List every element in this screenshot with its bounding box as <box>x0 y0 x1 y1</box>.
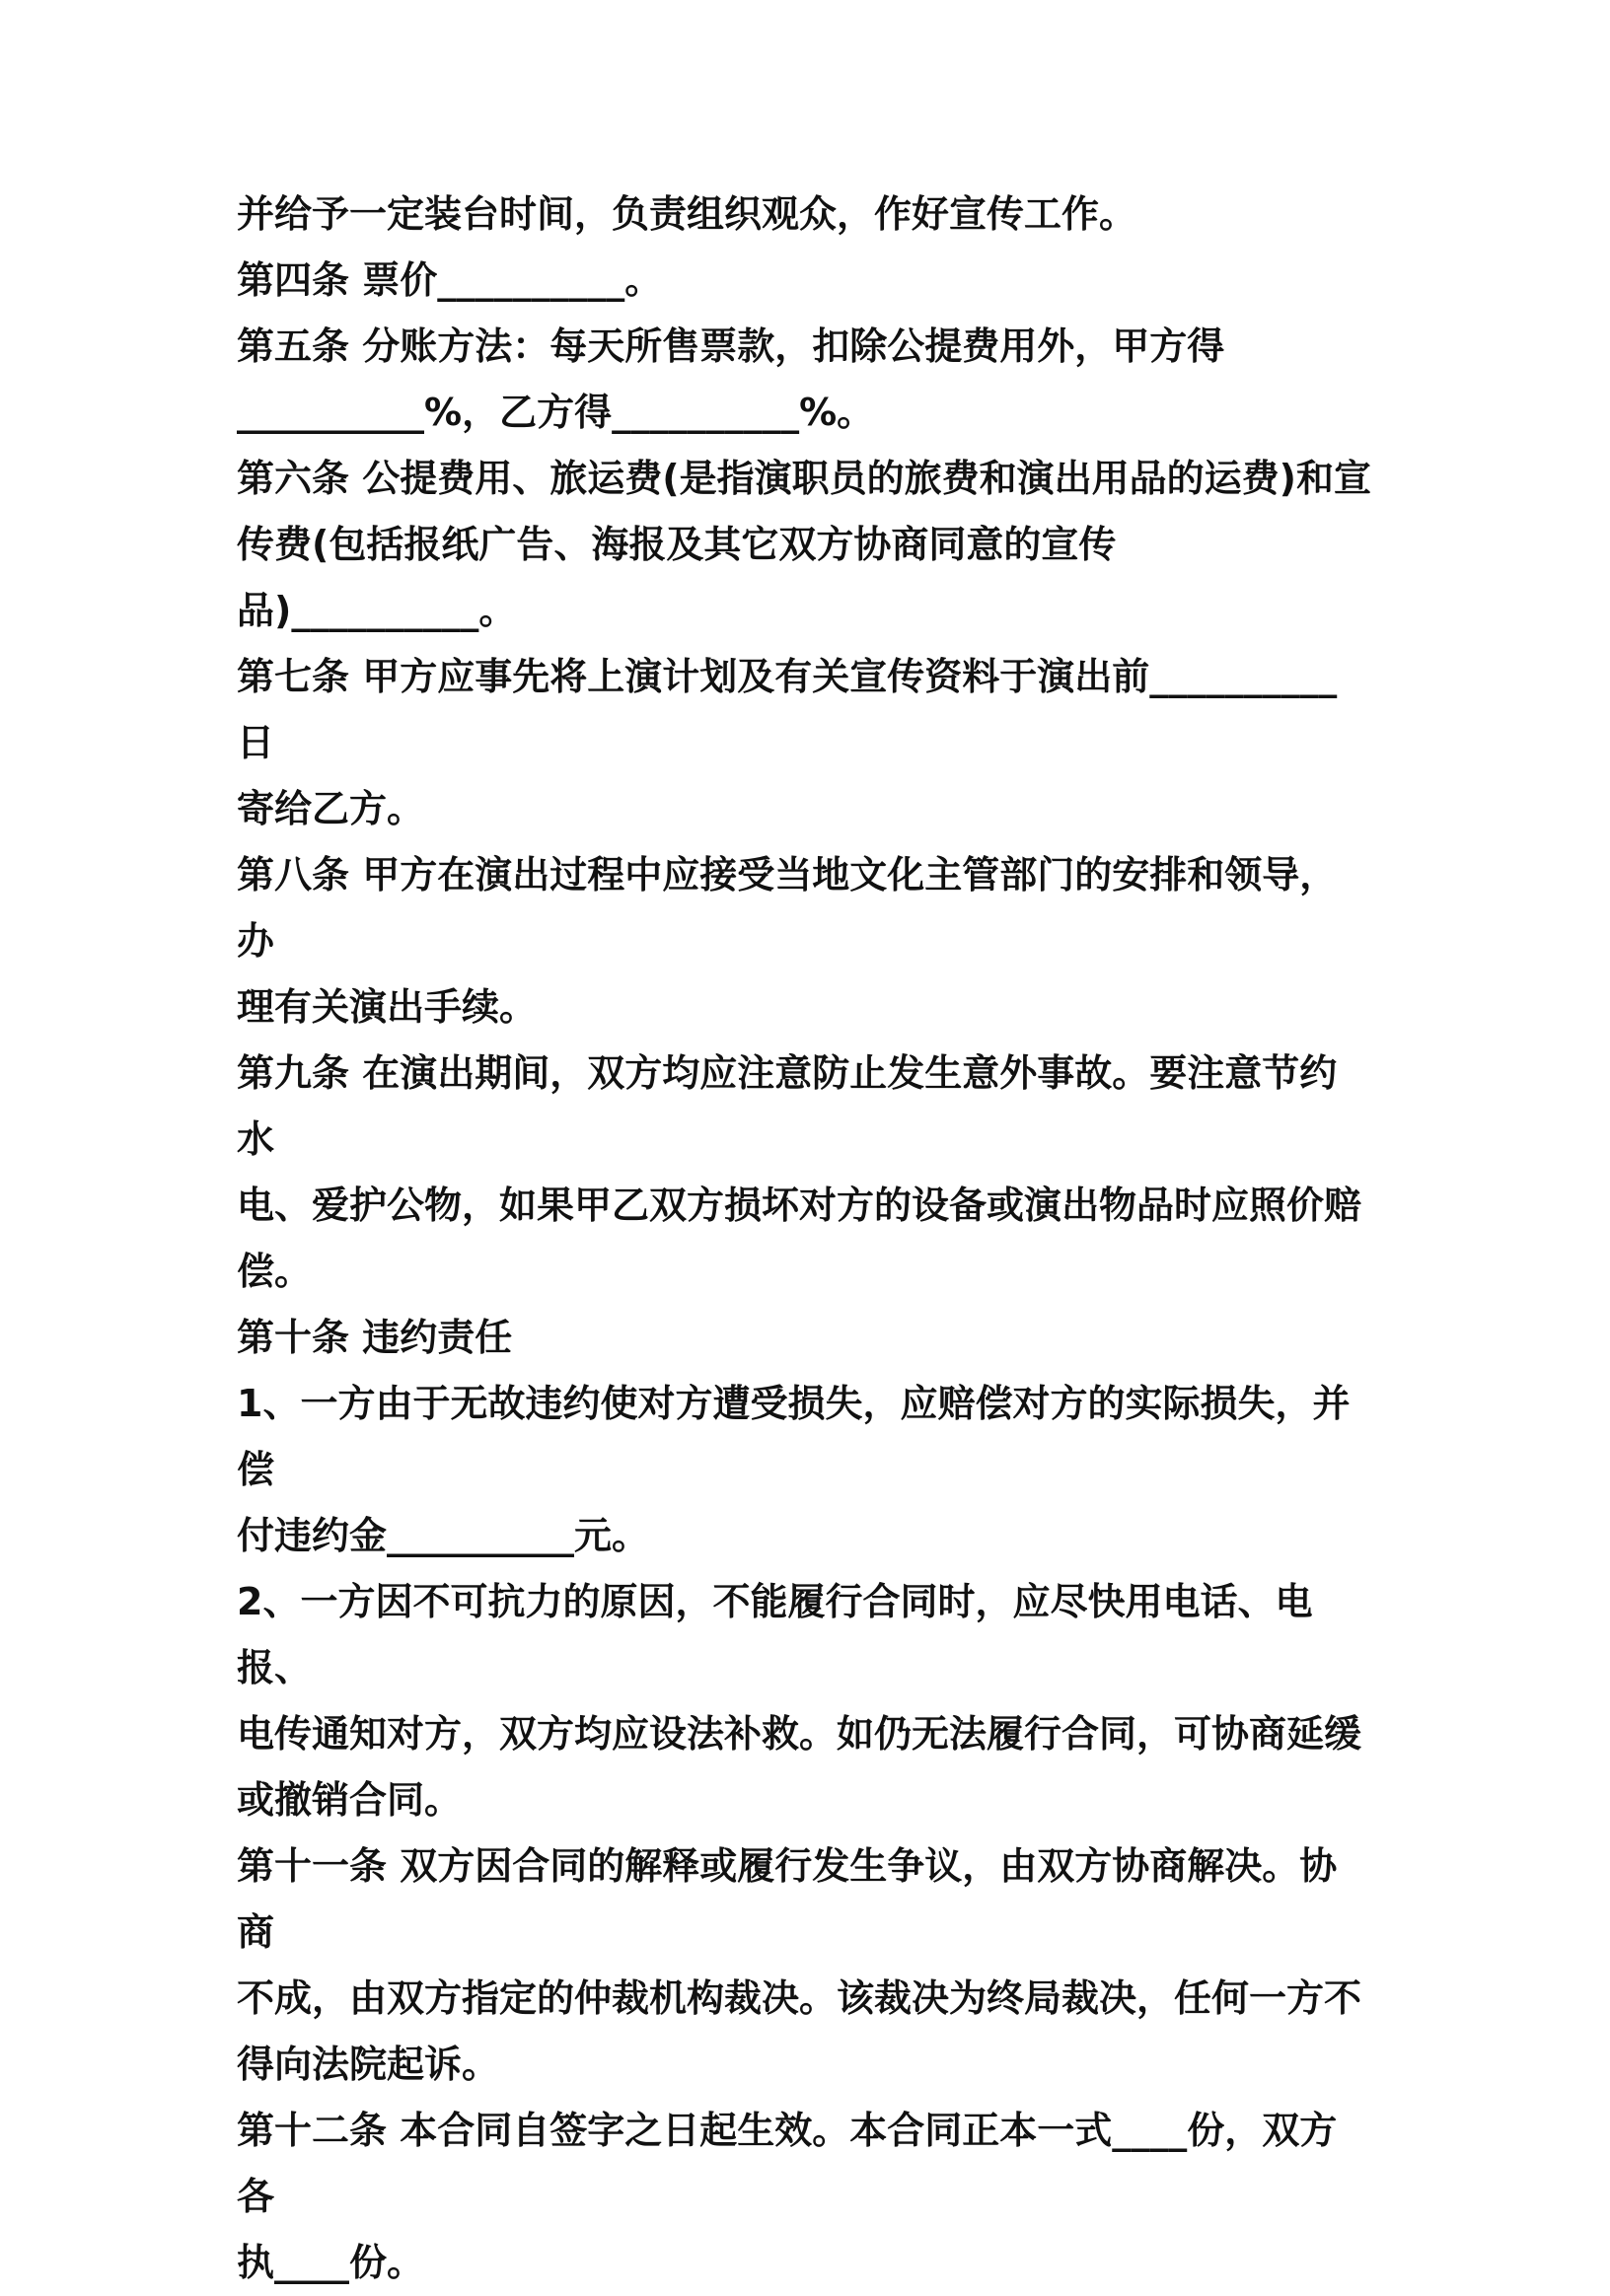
clause-8-supervision: 第八条 甲方在演出过程中应接受当地文化主管部门的安排和领导，办 理有关演出手续。 <box>237 853 1338 1029</box>
clause-7-schedule: 第七条 甲方应事先将上演计划及有关宣传资料于演出前__________日 寄给乙方。 <box>237 655 1338 830</box>
paragraph-intro: 并给予一定装台时间，负责组织观众，作好宣传工作。 <box>237 192 1137 236</box>
liability-item-1: 1、一方由于无故违约使对方遭受损失，应赔偿对方的实际损失，并偿 付违约金__________元。 <box>237 1382 1351 1557</box>
clause-11-dispute: 第十一条 双方因合同的解释或履行发生争议，由双方协商解决。协商 不成，由双方指定的仲裁机构裁决。该裁决为终局裁决，任何一方不 得向法院起诉。 <box>237 1844 1362 2086</box>
clause-10-liability-heading: 第十条 违约责任 <box>237 1316 513 1359</box>
clause-5-revenue-split: 第五条 分账方法：每天所售票款，扣除公提费用外，甲方得 __________%，乙方得__________%。 <box>237 324 1225 434</box>
clause-9-safety: 第九条 在演出期间，双方均应注意防止发生意外事故。要注意节约水 电、爱护公物，如果甲乙双方损坏对方的设备或演出物品时应照价赔 偿。 <box>237 1051 1362 1293</box>
document-body <box>237 181 1371 2296</box>
clause-6-public-fees: 第六条 公提费用、旅运费(是指演职员的旅费和演出用品的运费)和宣 传费(包括报纸广告、海报及其它双方协商同意的宣传品)__________。 <box>237 457 1371 632</box>
clause-12-effective: 第十二条 本合同自签字之日起生效。本合同正本一式____份，双方各 执____份。 <box>237 2109 1338 2284</box>
liability-item-2: 2、一方因不可抗力的原因，不能履行合同时，应尽快用电话、电报、 电传通知对方，双方均应设法补救。如仍无法履行合同，可协商延缓 或撤销合同。 <box>237 1580 1362 1822</box>
clause-4-ticket-price: 第四条 票价__________。 <box>237 258 663 302</box>
